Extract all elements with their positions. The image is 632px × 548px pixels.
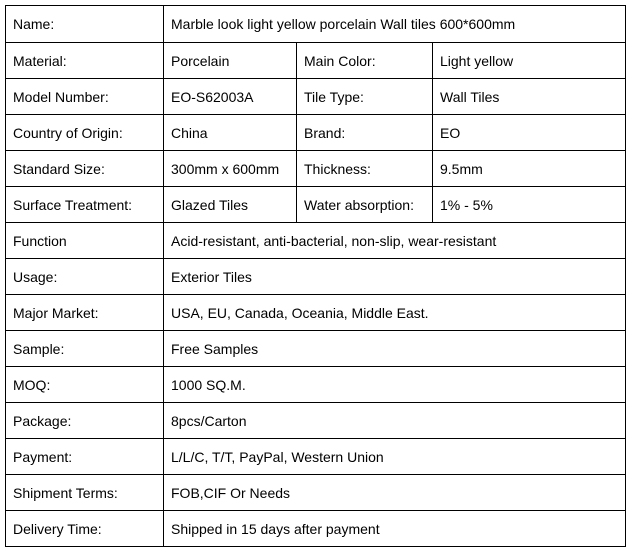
- table-row: [6, 187, 626, 223]
- spec-value: Shipped in 15 days after payment: [164, 511, 626, 547]
- spec-value: 9.5mm: [433, 151, 626, 187]
- table-row: [6, 6, 626, 43]
- spec-label: MOQ:: [6, 367, 164, 403]
- spec-label: Name:: [6, 6, 164, 43]
- product-spec-table: [5, 5, 626, 547]
- table-row: [6, 403, 626, 439]
- spec-label: Delivery Time:: [6, 511, 164, 547]
- spec-value: EO-S62003A: [164, 79, 297, 115]
- table-row: [6, 367, 626, 403]
- spec-label: Shipment Terms:: [6, 475, 164, 511]
- spec-label: Package:: [6, 403, 164, 439]
- spec-label: Thickness:: [297, 151, 433, 187]
- spec-label: Surface Treatment:: [6, 187, 164, 223]
- spec-label: Main Color:: [297, 43, 433, 79]
- spec-value: Free Samples: [164, 331, 626, 367]
- spec-label: Major Market:: [6, 295, 164, 331]
- table-row: [6, 43, 626, 79]
- spec-label: Sample:: [6, 331, 164, 367]
- table-row: [6, 439, 626, 475]
- spec-value: Light yellow: [433, 43, 626, 79]
- spec-value: Acid-resistant, anti-bacterial, non-slip, wear-resistant: [164, 223, 626, 259]
- spec-value: Wall Tiles: [433, 79, 626, 115]
- table-row: [6, 115, 626, 151]
- spec-label: Payment:: [6, 439, 164, 475]
- spec-value: Porcelain: [164, 43, 297, 79]
- spec-value: 8pcs/Carton: [164, 403, 626, 439]
- spec-value: Exterior Tiles: [164, 259, 626, 295]
- table-row: [6, 151, 626, 187]
- spec-label: Water absorption:: [297, 187, 433, 223]
- spec-value: L/L/C, T/T, PayPal, Western Union: [164, 439, 626, 475]
- spec-label: Standard Size:: [6, 151, 164, 187]
- spec-label: Usage:: [6, 259, 164, 295]
- table-row: [6, 259, 626, 295]
- spec-value: 1% - 5%: [433, 187, 626, 223]
- table-row: [6, 475, 626, 511]
- spec-value: Marble look light yellow porcelain Wall tiles 600*600mm: [164, 6, 626, 43]
- table-row: [6, 511, 626, 547]
- spec-value: Glazed Tiles: [164, 187, 297, 223]
- spec-value: EO: [433, 115, 626, 151]
- spec-value: 1000 SQ.M.: [164, 367, 626, 403]
- spec-label: Function: [6, 223, 164, 259]
- spec-label: Material:: [6, 43, 164, 79]
- spec-label: Brand:: [297, 115, 433, 151]
- spec-value: China: [164, 115, 297, 151]
- spec-label: Country of Origin:: [6, 115, 164, 151]
- spec-label: Tile Type:: [297, 79, 433, 115]
- spec-value: USA, EU, Canada, Oceania, Middle East.: [164, 295, 626, 331]
- table-row: [6, 79, 626, 115]
- table-row: [6, 223, 626, 259]
- spec-value: 300mm x 600mm: [164, 151, 297, 187]
- table-row: [6, 331, 626, 367]
- table-row: [6, 295, 626, 331]
- spec-label: Model Number:: [6, 79, 164, 115]
- spec-value: FOB,CIF Or Needs: [164, 475, 626, 511]
